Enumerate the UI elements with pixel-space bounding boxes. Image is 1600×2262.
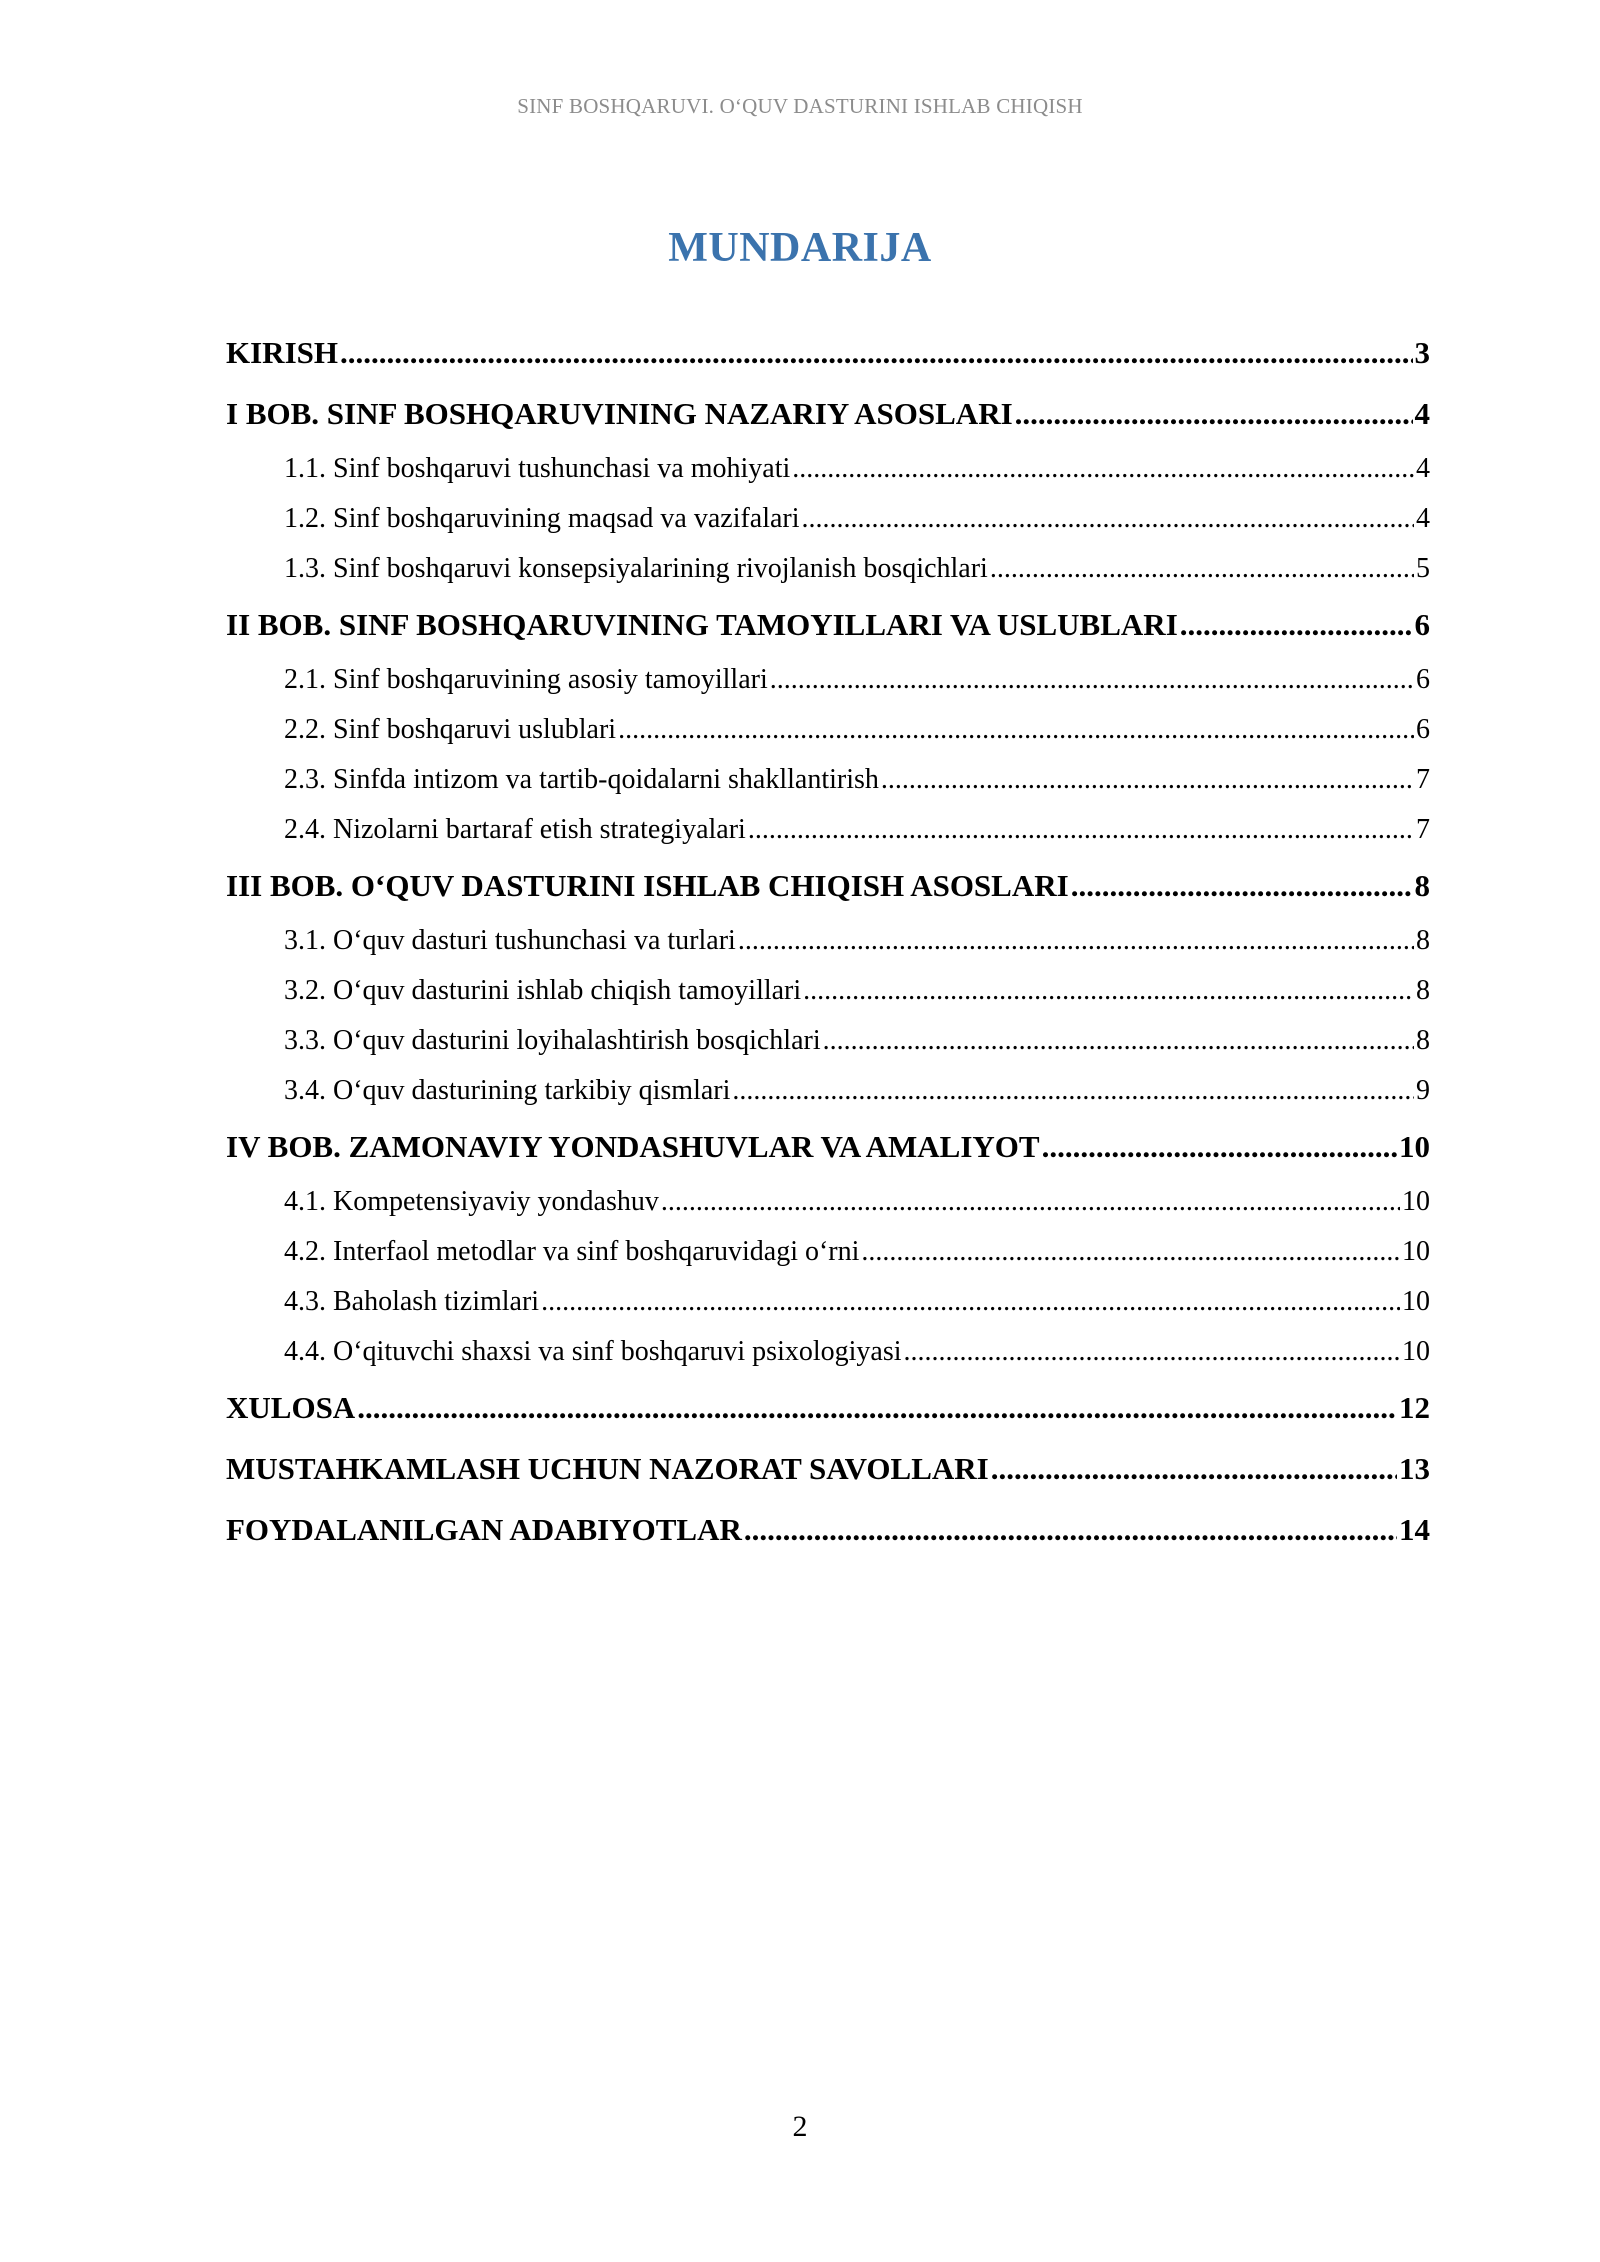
dot-leader [1180,594,1413,655]
toc-entry-page-number: 4 [1416,503,1430,534]
toc-section-entry[interactable] [226,805,1430,855]
toc-chapter-entry[interactable] [226,383,1430,444]
toc-chapter-entry[interactable] [226,322,1430,383]
toc-entry-label: MUSTAHKAMLASH UCHUN NAZORAT SAVOLLARI [226,1451,989,1486]
toc-chapter-entry[interactable] [226,855,1430,916]
toc-entry-label: 2.3. Sinfda intizom va tartib-qoidalarni shakllantirish [284,764,879,795]
toc-title: MUNDARIJA [668,225,932,271]
toc-section-entry[interactable] [226,916,1430,966]
toc-entry-page-number: 14 [1399,1512,1430,1547]
toc-entry-page-number: 13 [1399,1451,1430,1486]
dot-leader [792,444,1414,494]
toc-entry-page-number: 6 [1414,607,1430,642]
toc-entry-page-number: 4 [1416,453,1430,484]
dot-leader [770,655,1414,705]
toc-chapter-entry[interactable] [226,1377,1430,1438]
page-number: 2 [792,2110,808,2143]
dot-leader [618,705,1414,755]
dot-leader [744,1499,1397,1560]
toc-chapter-entry[interactable] [226,1116,1430,1177]
toc-entry-page-number: 10 [1402,1286,1430,1317]
toc-entry-label: IV BOB. ZAMONAVIY YONDASHUVLAR VA AMALIYOT [226,1129,1040,1164]
dot-leader [991,1438,1397,1499]
toc-section-entry[interactable] [226,544,1430,594]
toc-entry-page-number: 3 [1414,335,1430,370]
dot-leader [881,755,1414,805]
toc-section-entry[interactable] [226,1066,1430,1116]
dot-leader [541,1277,1400,1327]
toc-entry-page-number: 9 [1416,1075,1430,1106]
dot-leader [661,1177,1400,1227]
dot-leader [738,916,1414,966]
dot-leader [1071,855,1413,916]
dot-leader [357,1377,1397,1438]
toc-entry-page-number: 8 [1416,1025,1430,1056]
toc-entry-page-number: 10 [1402,1236,1430,1267]
dot-leader [1015,383,1413,444]
dot-leader [748,805,1414,855]
toc-section-entry[interactable] [226,1327,1430,1377]
toc-entry-page-number: 8 [1414,868,1430,903]
toc-entry-label: 3.1. O‘quv dasturi tushunchasi va turlari [284,925,736,956]
toc-entry-label: 2.4. Nizolarni bartaraf etish strategiyalari [284,814,746,845]
toc-entry-page-number: 10 [1399,1129,1430,1164]
toc-entry-label: I BOB. SINF BOSHQARUVINING NAZARIY ASOSLARI [226,396,1013,431]
toc-entry-label: 1.1. Sinf boshqaruvi tushunchasi va mohiyati [284,453,791,484]
toc-chapter-entry[interactable] [226,594,1430,655]
toc-section-entry[interactable] [226,494,1430,544]
toc-section-entry[interactable] [226,1177,1430,1227]
toc-entry-label: III BOB. O‘QUV DASTURINI ISHLAB CHIQISH ASOSLARI [226,868,1069,903]
dot-leader [990,544,1414,594]
toc-entry-label: 2.2. Sinf boshqaruvi uslublari [284,714,617,745]
dot-leader [904,1327,1400,1377]
toc-section-entry[interactable] [226,1277,1430,1327]
toc-entry-label: FOYDALANILGAN ADABIYOTLAR [226,1512,742,1547]
toc-entry-label: 1.2. Sinf boshqaruvining maqsad va vazifalari [284,503,800,534]
toc-section-entry[interactable] [226,966,1430,1016]
toc-entry-page-number: 10 [1402,1336,1430,1367]
dot-leader [861,1227,1400,1277]
toc-entry-page-number: 7 [1416,764,1430,795]
toc-entry-label: 4.3. Baholash tizimlari [284,1286,540,1317]
toc-entry-page-number: 8 [1416,925,1430,956]
toc-entry-page-number: 10 [1402,1186,1430,1217]
table-of-contents [226,322,1430,1560]
toc-entry-page-number: 6 [1416,714,1430,745]
toc-section-entry[interactable] [226,1227,1430,1277]
dot-leader [823,1016,1414,1066]
toc-section-entry[interactable] [226,1016,1430,1066]
dot-leader [802,494,1414,544]
toc-entry-label: XULOSA [226,1390,356,1425]
dot-leader [1042,1116,1397,1177]
dot-leader [732,1066,1414,1116]
dot-leader [803,966,1414,1016]
toc-entry-page-number: 4 [1414,396,1430,431]
dot-leader [340,322,1413,383]
toc-entry-label: II BOB. SINF BOSHQARUVINING TAMOYILLARI VA USLUBLARI [226,607,1178,642]
toc-entry-page-number: 8 [1416,975,1430,1006]
toc-entry-label: 3.3. O‘quv dasturini loyihalashtirish bosqichlari [284,1025,821,1056]
toc-entry-label: 4.2. Interfaol metodlar va sinf boshqaruvidagi o‘rni [284,1236,860,1267]
toc-entry-label: 2.1. Sinf boshqaruvining asosiy tamoyillari [284,664,768,695]
toc-chapter-entry[interactable] [226,1438,1430,1499]
toc-entry-label: 4.4. O‘qituvchi shaxsi va sinf boshqaruvi psixologiyasi [284,1336,902,1367]
toc-entry-label: 3.2. O‘quv dasturini ishlab chiqish tamoyillari [284,975,802,1006]
toc-entry-label: 3.4. O‘quv dasturining tarkibiy qismlari [284,1075,731,1106]
toc-entry-page-number: 5 [1416,553,1430,584]
toc-entry-label: 1.3. Sinf boshqaruvi konsepsiyalarining rivojlanish bosqichlari [284,553,988,584]
toc-section-entry[interactable] [226,444,1430,494]
toc-chapter-entry[interactable] [226,1499,1430,1560]
running-header: SINF BOSHQARUVI. O‘QUV DASTURINI ISHLAB CHIQISH [517,94,1083,118]
toc-entry-label: KIRISH [226,335,338,370]
toc-section-entry[interactable] [226,655,1430,705]
toc-section-entry[interactable] [226,755,1430,805]
toc-entry-label: 4.1. Kompetensiyaviy yondashuv [284,1186,659,1217]
toc-entry-page-number: 12 [1399,1390,1430,1425]
toc-section-entry[interactable] [226,705,1430,755]
toc-entry-page-number: 6 [1416,664,1430,695]
toc-entry-page-number: 7 [1416,814,1430,845]
